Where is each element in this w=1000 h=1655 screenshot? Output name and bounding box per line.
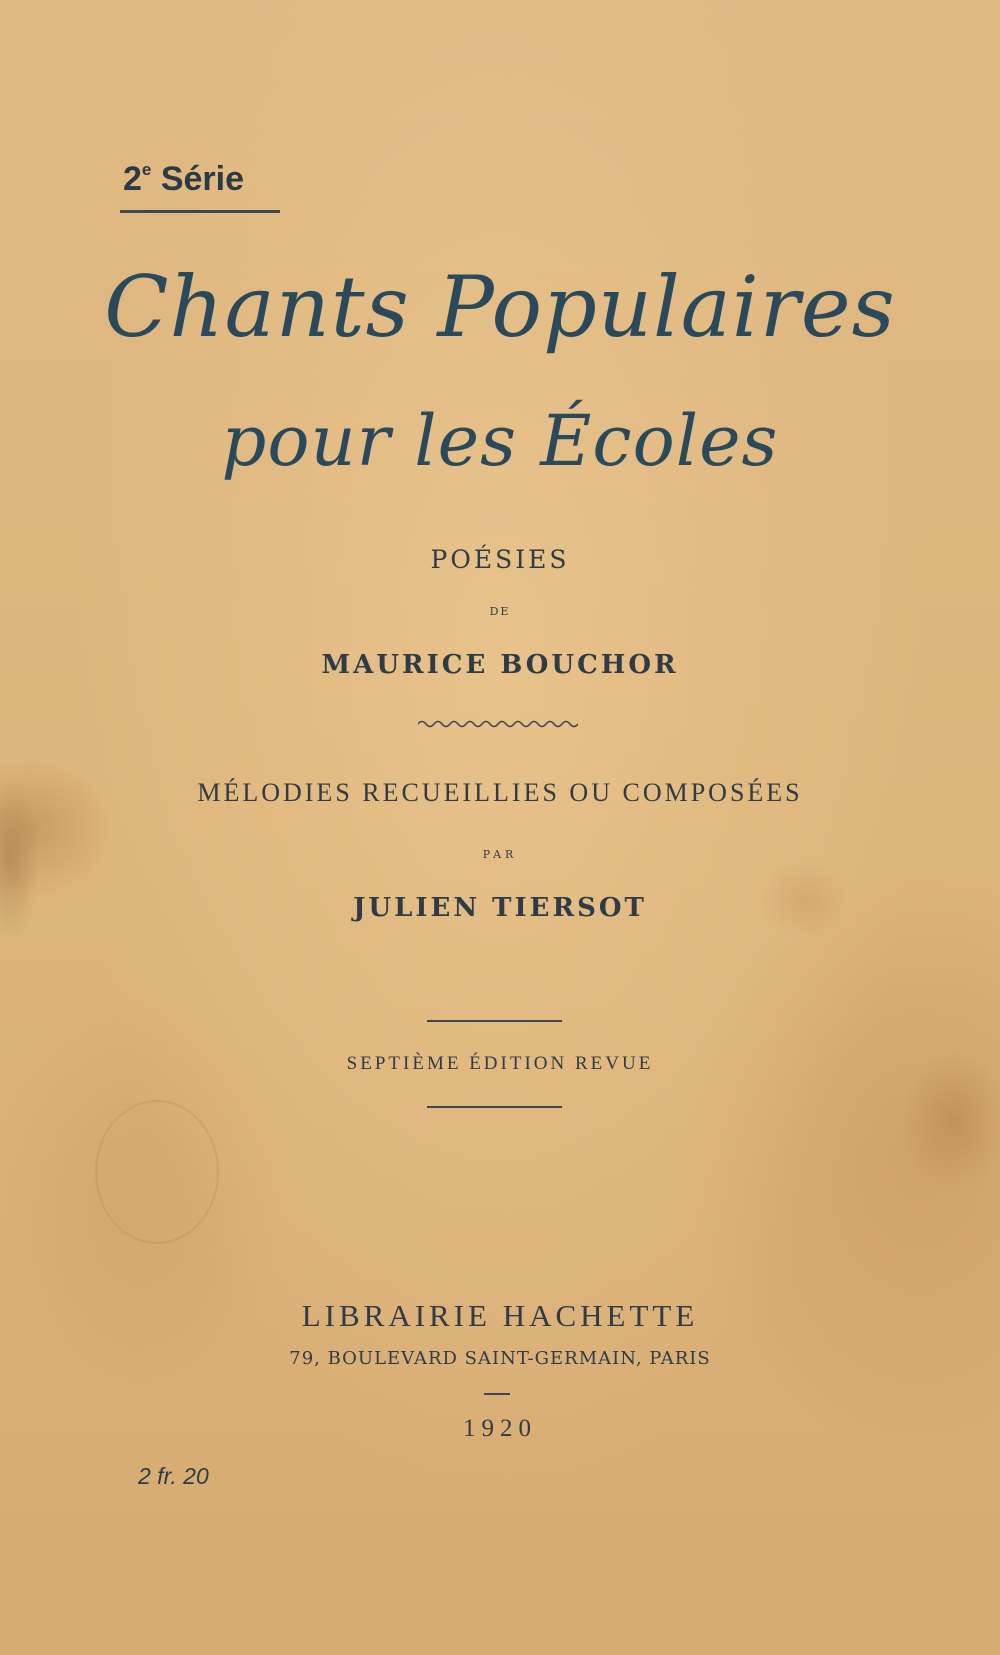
publisher-address: 79, BOULEVARD SAINT-GERMAIN, PARIS xyxy=(289,1348,711,1369)
divider-rule-top xyxy=(427,1020,562,1022)
melodies-label: MÉLODIES RECUEILLIES OU COMPOSÉES xyxy=(197,778,803,807)
by-label-composer: PAR xyxy=(482,848,518,861)
edition-label: SEPTIÈME ÉDITION REVUE xyxy=(346,1053,654,1074)
title-line-1: Chants Populaires xyxy=(104,258,896,356)
title-line-2: pour les Écoles xyxy=(221,400,779,482)
divider-rule-bottom xyxy=(427,1106,562,1108)
wavy-ornament xyxy=(418,718,578,730)
series-word: Série xyxy=(160,160,245,198)
author-name: MAURICE BOUCHOR xyxy=(321,650,679,680)
price-label: 2 fr. 20 xyxy=(138,1463,209,1489)
composer-name: JULIEN TIERSOT xyxy=(353,893,647,923)
series-suffix: e xyxy=(141,160,152,179)
poems-label: POÉSIES xyxy=(430,545,570,574)
series-label xyxy=(123,160,244,199)
publisher-name: LIBRAIRIE HACHETTE xyxy=(301,1298,699,1333)
by-label-author: DE xyxy=(489,605,511,618)
series-underline xyxy=(120,210,280,213)
paper-stain xyxy=(95,1100,219,1244)
year-dash xyxy=(484,1393,510,1395)
series-number: 2 xyxy=(123,160,142,198)
publication-year: 1920 xyxy=(463,1415,537,1442)
